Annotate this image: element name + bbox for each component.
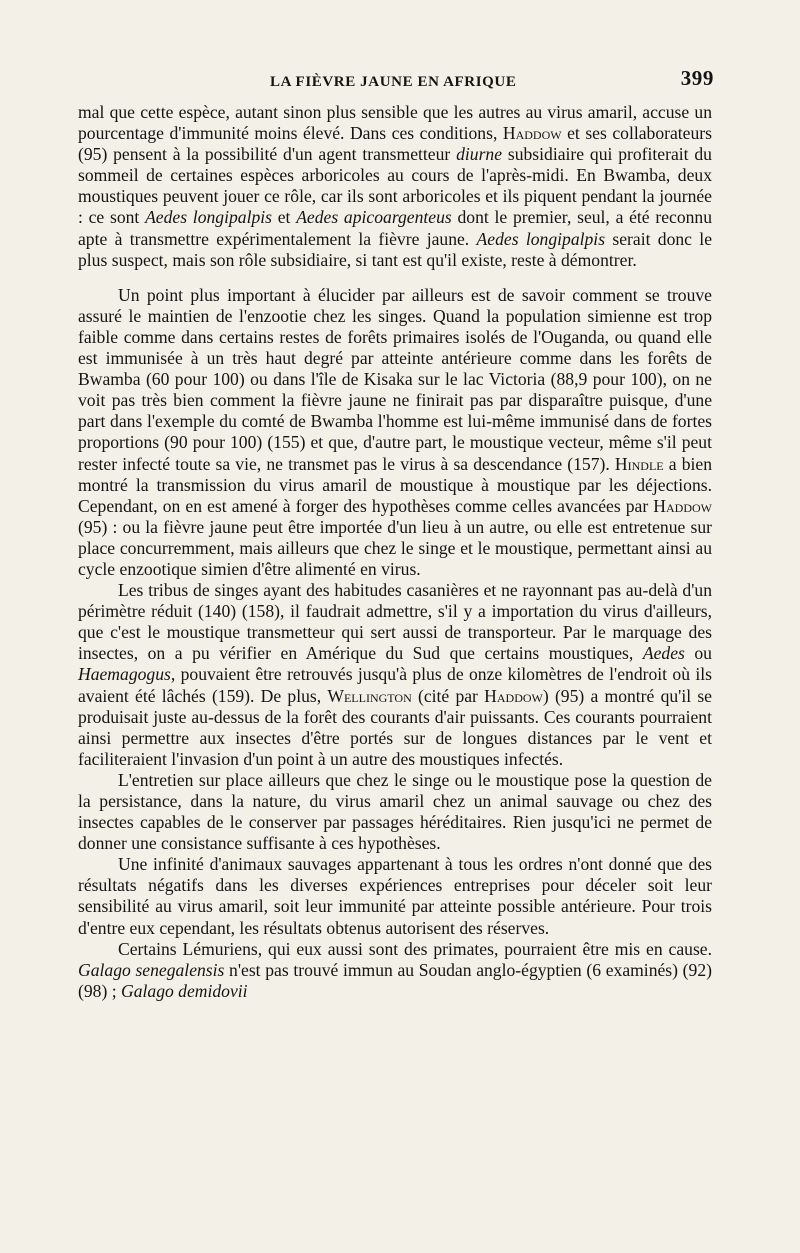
text-run: (95) : ou la fièvre jaune peut être importée d'un lieu à un autre, ou elle est entretenue sur place concurremment, mais ailleurs que chez le singe et le moustique, permettant ainsi au cycle enzootique simien d'être alimenté en virus.: [78, 516, 712, 579]
genus-name: Haemagogus: [78, 664, 171, 685]
species-name: Aedes longipalpis: [476, 228, 606, 249]
paragraph-5: Une infinité d'animaux sauvages appartenant à tous les ordres n'ont donné que des résultats négatifs dans les diverses expériences entreprises pour déceler soit leur sensibilité au virus amaril, soit leur immunité par atteinte possible antérieure. Pour trois d'entre eux cependant, les résultats obtenus autorisent des réserves.: [78, 854, 712, 938]
text-run: et ses collaborateurs (95) pensent à la possibilité d'un agent transmetteur: [78, 123, 712, 165]
genus-name: Aedes: [642, 643, 685, 664]
text-run: serait donc le plus suspect, mais son rôle subsidiaire, si tant est qu'il existe, reste à démontrer.: [78, 228, 713, 270]
paragraph-2: [78, 285, 712, 580]
body-text: [78, 102, 712, 1002]
text-run: a bien montré la transmission du virus amaril de moustique à moustique par les déjections. Cependant, on en est amené à forger des hypothèses comme celles avancées par: [78, 453, 712, 516]
text-run: (cité par: [411, 685, 485, 706]
running-title: LA FIÈVRE JAUNE EN AFRIQUE: [270, 74, 517, 90]
author-name: Hindle: [614, 453, 664, 474]
text-run: ) (95) a montré qu'il se produisait juste au-dessus de la forêt des courants d'air puissants. Ces courants pourraient ainsi permettre aux insectes d'être portés sur de longues distances par le vent et faciliteraient l'invasion d'un point à un autre des moustiques infectés.: [78, 685, 712, 769]
text-run: subsidiaire qui profiterait du sommeil de certaines espèces arboricoles au cours de l'après-midi. En Bwamba, deux moustiques peuvent jouer ce rôle, car ils sont arboricoles et ils piquent pendant la journée : ce sont: [78, 144, 712, 228]
species-name: Aedes longipalpis: [145, 207, 272, 228]
paragraph-1: [78, 102, 712, 271]
text-run: ou: [684, 643, 712, 664]
text-run: et: [272, 207, 297, 228]
paragraph-4: L'entretien sur place ailleurs que chez le singe ou le moustique pose la question de la persistance, dans la nature, du virus amaril chez un animal sauvage ou chez des insectes capables de le conserver par passages héréditaires. Rien jusqu'ici ne permet de donner une consistance suffisante à ces hypothèses.: [78, 769, 712, 854]
text-run: Un point plus important à élucider par ailleurs est de savoir comment se trouve assuré le maintien de l'enzootie chez les singes. Quand la population simienne est trop faible comme dans certains restes de forêts primaires isolés de l'Ouganda, ou quand elle est immunisée à un très haut degré par atteinte antérieure comme dans les forêts de Bwamba (60 pour 100) ou dans l'île de Kisaka sur le lac Victoria (88,9 pour 100), on ne voit pas très bien comment la fièvre jaune ne finirait pas par disparaître puisque, d'une part dans l'exemple du comté de Bwamba l'homme est lui-même immunisé dans de fortes proportions (90 pour 100) (155) et que, d'autre part, le moustique vecteur, même s'il peut rester infecté toute sa vie, ne transmet pas le virus à sa descendance (157).: [78, 284, 712, 474]
paragraph-6: [78, 939, 712, 1002]
text-run: Certains Lémuriens, qui eux aussi sont des primates, pourraient être mis en cause.: [118, 938, 712, 959]
running-head: [78, 62, 712, 102]
text-run: n'est pas trouvé immun au Soudan anglo-égyptien (6 examinés) (92) (98) ;: [78, 959, 712, 1001]
text-run: , pouvaient être retrouvés jusqu'à plus de onze kilomètres de l'endroit où ils avaient été lâchés (159). De plus,: [78, 664, 712, 706]
author-name: Haddow: [653, 495, 712, 516]
paragraph-3: [78, 580, 712, 770]
author-name: Haddow: [502, 123, 562, 144]
author-name: Wellington: [327, 685, 412, 706]
species-name: Aedes apicoargenteus: [296, 207, 452, 228]
page-number: 399: [680, 66, 714, 90]
emphasis: diurne: [456, 144, 503, 165]
text-run: dont le premier, seul, a été reconnu apte à transmettre expérimentalement la fièvre jaune.: [78, 207, 713, 249]
text-run: Les tribus de singes ayant des habitudes casanières et ne rayonnant pas au-delà d'un périmètre réduit (140) (158), il faudrait admettre, s'il y a importation du virus d'ailleurs, que c'est le moustique transmetteur qui sert aussi de transporteur. Par le marquage des insectes, on a pu vérifier en Amérique du Sud que certains moustiques,: [78, 580, 712, 664]
text-run: mal que cette espèce, autant sinon plus sensible que les autres au virus amaril, accuse un pourcentage d'immunité moins élevé. Dans ces conditions,: [78, 102, 712, 144]
author-name: Haddow: [484, 685, 543, 706]
species-name: Galago senegalensis: [78, 959, 225, 980]
species-name: Galago demidovii: [121, 980, 248, 1001]
